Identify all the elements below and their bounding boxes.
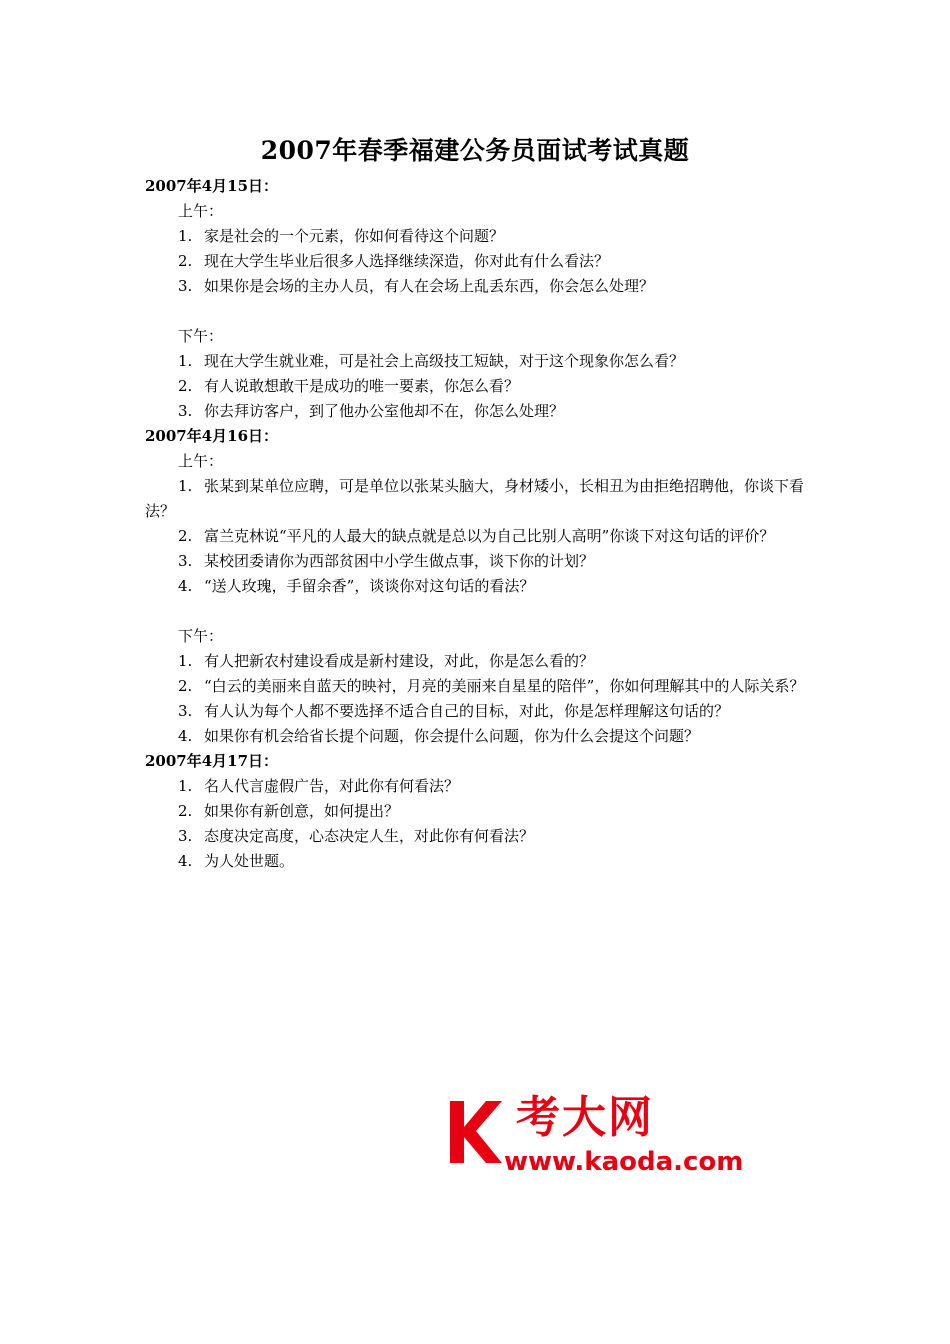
question-number: 1. [178, 477, 193, 495]
question-item [145, 574, 810, 599]
question-item [145, 699, 810, 724]
question-number: 2. [178, 677, 193, 695]
question-text: 有人把新农村建设看成是新村建设，对此，你是怎么看的？ [204, 652, 595, 670]
question-number: 3. [178, 552, 193, 570]
question-text: 有人认为每个人都不要选择不适合自己的目标，对此，你是怎样理解这句话的？ [204, 702, 730, 720]
question-text: “送人玫瑰，手留余香”，谈谈你对这句话的看法？ [204, 577, 535, 595]
session-label: 下午： [178, 327, 224, 345]
question-text: 名人代言虚假广告，对此你有何看法？ [204, 777, 460, 795]
question-text: 现在大学生就业难，可是社会上高级技工短缺，对于这个现象你怎么看？ [204, 352, 685, 370]
question-text: 现在大学生毕业后很多人选择继续深造，你对此有什么看法？ [204, 252, 610, 270]
question-item [145, 849, 810, 874]
question-number: 3. [178, 702, 193, 720]
question-item [145, 724, 810, 749]
question-number: 1. [178, 652, 193, 670]
question-text: 为人处世题。 [204, 852, 295, 870]
question-text: 如果你有机会给省长提个问题，你会提什么问题，你为什么会提这个问题？ [204, 727, 700, 745]
question-number: 4. [178, 727, 193, 745]
session-label: 上午： [178, 202, 224, 220]
question-text: 某校团委请你为西部贫困中小学生做点事，谈下你的计划？ [204, 552, 595, 570]
question-number: 1. [178, 227, 193, 245]
date-heading: 2007年4月16日： [145, 427, 279, 445]
blank-line [145, 299, 810, 324]
question-number: 3. [178, 402, 193, 420]
question-item [145, 674, 810, 699]
question-text: 富兰克林说“平凡的人最大的缺点就是总以为自己比别人高明”你谈下对这句话的评价？ [204, 527, 775, 545]
question-text: 如果你是会场的主办人员，有人在会场上乱丢东西，你会怎么处理？ [204, 277, 655, 295]
question-item [145, 649, 810, 674]
question-number: 4. [178, 577, 193, 595]
question-number: 2. [178, 252, 193, 270]
kaoda-logo [446, 1092, 776, 1182]
blank-line [145, 599, 810, 624]
question-item [145, 524, 810, 549]
question-text: 张某到某单位应聘，可是单位以张某头脑大，身材矮小，长相丑为由拒绝招聘他，你谈下看法？ [145, 477, 805, 520]
question-item [145, 349, 810, 374]
question-item [145, 224, 810, 249]
question-text: 家是社会的一个元素，你如何看待这个问题？ [204, 227, 505, 245]
session-label: 下午： [178, 627, 224, 645]
question-item [145, 824, 810, 849]
question-number: 4. [178, 852, 193, 870]
question-number: 2. [178, 527, 193, 545]
question-text: 态度决定高度，心态决定人生，对此你有何看法？ [204, 827, 535, 845]
date-heading: 2007年4月17日： [145, 752, 279, 770]
question-number: 1. [178, 777, 193, 795]
question-item [145, 799, 810, 824]
session-label: 上午： [178, 452, 224, 470]
question-number: 3. [178, 827, 193, 845]
question-number: 3. [178, 277, 193, 295]
question-text: 有人说敢想敢干是成功的唯一要素，你怎么看？ [204, 377, 520, 395]
question-text: 如果你有新创意，如何提出？ [204, 802, 400, 820]
question-number: 2. [178, 802, 193, 820]
question-item [145, 549, 810, 574]
question-item [145, 774, 810, 799]
question-item [145, 399, 810, 424]
question-item [145, 374, 810, 399]
question-list [145, 174, 810, 874]
question-number: 1. [178, 352, 193, 370]
question-text: “白云的美丽来自蓝天的映衬，月亮的美丽来自星星的陪伴”，你如何理解其中的人际关系？ [204, 677, 805, 695]
k-logo-icon [446, 1097, 506, 1167]
question-item [145, 249, 810, 274]
logo-url: www.kaoda.com [504, 1147, 744, 1177]
question-item [145, 474, 810, 524]
page-title: 2007年春季福建公务员面试考试真题 [260, 136, 690, 165]
question-text: 你去拜访客户，到了他办公室他却不在，你怎么处理？ [204, 402, 565, 420]
date-heading: 2007年4月15日： [145, 177, 279, 195]
logo-name: 考大网 [516, 1092, 654, 1143]
question-item [145, 274, 810, 299]
question-number: 2. [178, 377, 193, 395]
